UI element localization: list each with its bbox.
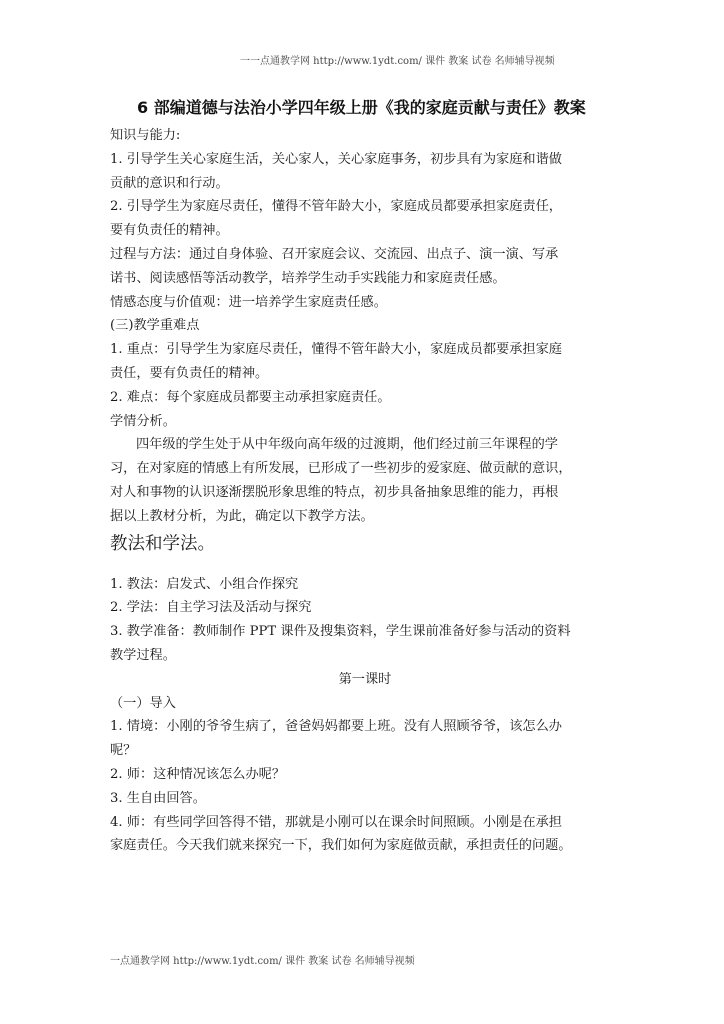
text-line: 2. 师：这种情况该怎么办呢？: [110, 766, 286, 782]
page-header: 一一点通教学网 http://www.1ydt.com/ 课件 教案 试卷 名师辅导视频: [240, 56, 555, 67]
text-line: 3. 生自由回答。: [110, 790, 206, 806]
text-line: 教法和学法。: [110, 533, 215, 554]
text-line: 四年级的学生处于从中年级向高年级的过渡期，他们经过前三年课程的学: [136, 437, 558, 453]
text-line: 第一课时: [338, 671, 392, 687]
text-line: 教学过程。: [110, 647, 176, 663]
text-line: （一）导入: [110, 695, 176, 711]
text-line: 1. 教法：启发式、小组合作探究: [110, 576, 299, 592]
text-line: 习，在对家庭的情感上有所发展，已形成了一些初步的爱家庭、做贡献的意识，: [110, 461, 572, 477]
text-line: 3. 教学准备：教师制作 PPT 课件及搜集资料，学生课前准备好参与活动的资料: [110, 624, 571, 640]
text-line: 诺书、阅读感悟等活动教学，培养学生动手实践能力和家庭责任感。: [110, 270, 506, 286]
text-line: 1. 重点：引导学生为家庭尽责任，懂得不管年龄大小，家庭成员都要承担家庭: [110, 342, 562, 358]
document-title: 6 部编道德与法治小学四年级上册《我的家庭贡献与责任》教案: [137, 98, 586, 117]
page-footer: 一点通教学网 http://www.1ydt.com/ 课件 教案 试卷 名师辅导视频: [110, 956, 415, 967]
text-line: 呢？: [110, 743, 137, 759]
text-line: 家庭责任。今天我们就来探究一下，我们如何为家庭做贡献，承担责任的问题。: [110, 838, 572, 854]
text-line: 对人和事物的认识逐渐摆脱形象思维的特点，初步具备抽象思维的能力，再根: [110, 484, 559, 500]
text-line: 据以上教材分析，为此，确定以下教学方法。: [110, 508, 374, 524]
text-line: 责任，要有负责任的精神。: [110, 365, 269, 381]
text-line: 要有负责任的精神。: [110, 223, 229, 239]
text-line: 情感态度与价值观：进一培养学生家庭责任感。: [110, 294, 387, 310]
text-line: 1. 引导学生关心家庭生活，关心家人，关心家庭事务，初步具有为家庭和谐做: [110, 151, 562, 167]
text-line: 2. 引导学生为家庭尽责任，懂得不管年龄大小，家庭成员都要承担家庭责任，: [110, 199, 562, 215]
text-line: (三)教学重难点: [110, 318, 200, 334]
text-line: 2. 学法：自主学习法及活动与探究: [110, 600, 312, 616]
text-line: 1. 情境：小刚的爷爷生病了，爸爸妈妈都要上班。没有人照顾爷爷，该怎么办: [110, 719, 562, 735]
text-line: 2. 难点：每个家庭成员都要主动承担家庭责任。: [110, 389, 391, 405]
document-body: [110, 95, 620, 858]
text-line: 过程与方法：通过自身体验、召开家庭会议、交流园、出点子、演一演、写承: [110, 246, 559, 262]
text-line: 学情分析。: [110, 413, 176, 429]
text-line: 4. 师：有些同学回答得不错，那就是小刚可以在课余时间照顾。小刚是在承担: [110, 814, 562, 830]
text-line: 知识与能力:: [110, 128, 181, 143]
text-lines: [110, 124, 620, 858]
text-line: 贡献的意识和行动。: [110, 175, 229, 191]
